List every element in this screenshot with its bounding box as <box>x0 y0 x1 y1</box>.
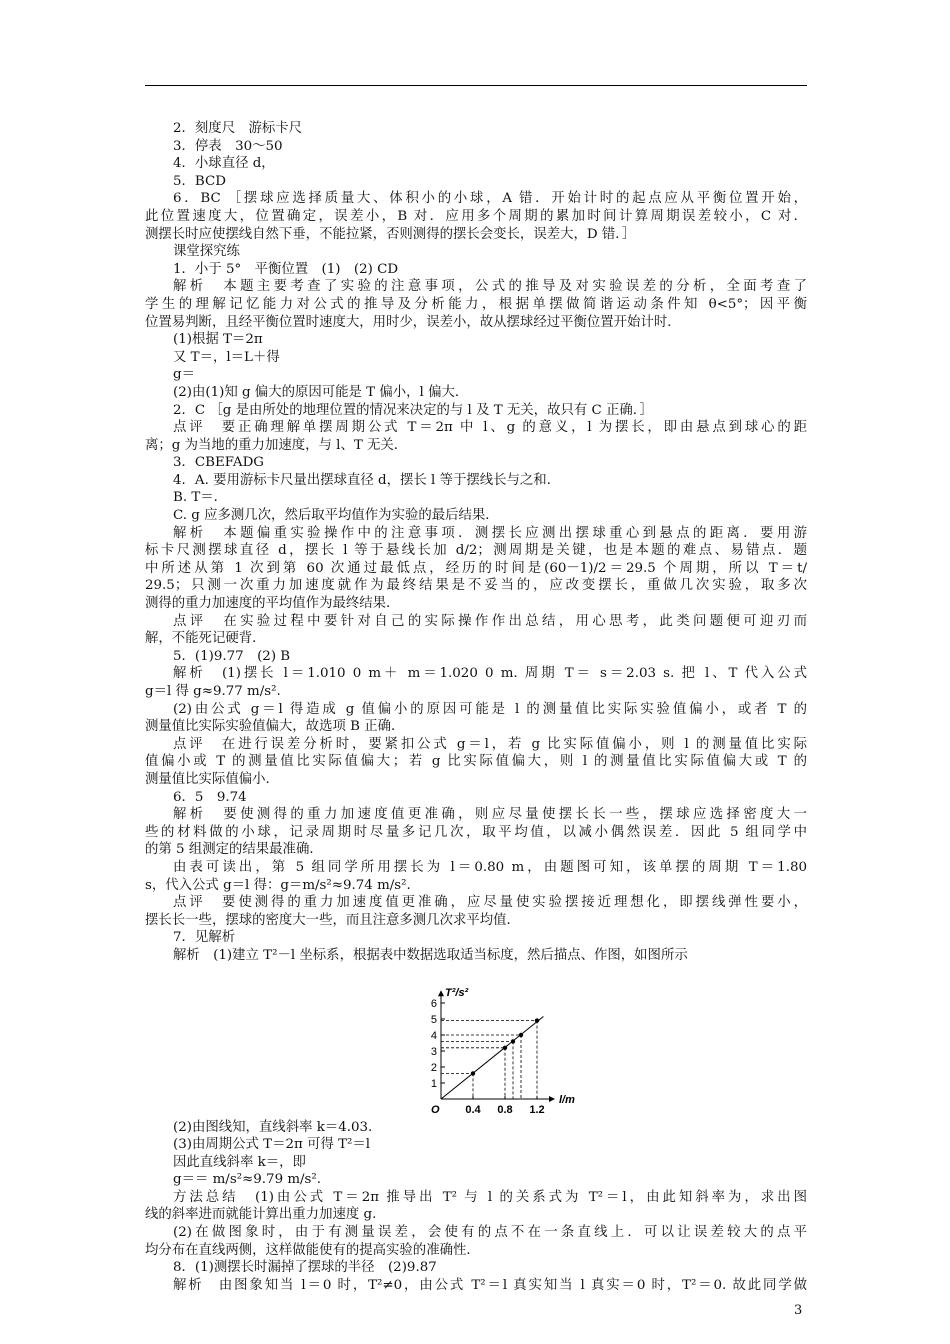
text-line: 解，不能死记硬背． <box>145 631 266 647</box>
text-line: (3)由周期公式 T＝2π 可得 T²＝l <box>173 1137 371 1153</box>
text-line: 标卡尺测摆球直径 d，摆长 l 等于悬线长加 d/2；测周期是关键，也是本题的难点、易错点．题 <box>145 543 807 559</box>
text-line: C. g 应多测几次，然后取平均值作为实验的最后结果． <box>173 508 499 524</box>
y-tick-label: 2 <box>430 1061 437 1074</box>
text-line: 解析 本题偏重实验操作中的注意事项．测摆长应测出摆球重心到悬点的距离．要用游 <box>173 525 807 541</box>
text-line: 测量值比实际实验值偏大，故选项 B 正确． <box>145 719 405 735</box>
text-line: (1)根据 T＝2π <box>173 332 263 348</box>
text-line: 测量值比实际值偏小． <box>145 771 279 787</box>
data-point <box>535 1018 539 1022</box>
text-line: 6．BC ［摆球应选择质量大、体积小的小球，A 错．开始计时的起点应从平衡位置开始， <box>173 191 807 207</box>
text-line: 中所述从第 1 次到第 60 次通过最低点，经历的时间是(60－1)/2＝29.5 个周期，所以 T＝t/ <box>145 560 807 576</box>
t2-l-graph <box>145 967 807 1119</box>
text-line: 解析 由图象知当 l＝0 时，T²≠0，由公式 T²＝l 真实知当 l 真实＝0 时，T²＝0. 故此同学做 <box>173 1277 807 1293</box>
text-line: 5．(1)9.77 (2) B <box>173 648 291 664</box>
text-line: 由表可读出，第 5 组同学所用摆长为 l＝0.80 m，由题图可知，该单摆的周期 T＝1.80 <box>173 859 807 875</box>
text-line: (2)由(1)知 g 偏大的原因可能是 T 偏小，l 偏大． <box>173 384 469 400</box>
page-number: 3 <box>794 1303 803 1318</box>
text-line: 测得的重力加速度的平均值作为最终结果． <box>145 596 400 612</box>
text-line: 点评 在进行误差分析时，要紧扣公式 g＝l，若 g 比实际值偏小，则 l 的测量值比实际 <box>173 736 807 752</box>
text-line: 6．5 9.74 <box>173 789 247 805</box>
text-line: 因此直线斜率 k＝，即 <box>173 1154 306 1170</box>
text-line: 3．CBEFADG <box>173 455 265 471</box>
text-line: g＝ <box>173 367 195 383</box>
text-line: (2)由公式 g＝l 得造成 g 值偏小的原因可能是 l 的测量值比实际实验值偏小，或者 T 的 <box>173 701 807 717</box>
text-line: 点评 要使测得的重力加速度值更准确，应尽量使实验摆接近理想化，即摆线弹性要小， <box>173 895 807 911</box>
text-line: 测摆长时应使摆线自然下垂，不能拉紧，否则测得的摆长会变长，误差大，D 错．］ <box>145 226 636 242</box>
text-block-before-figure <box>145 120 807 965</box>
y-axis-label: T²/s² <box>445 986 469 999</box>
text-line: 解析 (1)摆长 l＝1.010 0 m＋ m＝1.020 0 m. 周期 T＝ s＝2.03 s. 把 l、T 代入公式 <box>173 666 807 682</box>
y-tick-label: 5 <box>430 1013 437 1026</box>
text-line: 学生的理解记忆能力对公式的推导及分析能力，根据单摆做简谐运动条件知 θ<5°；因平衡 <box>145 296 807 312</box>
text-line: 些的材料做的小球，记录周期时尽量多记几次，取平均值，以减小偶然误差．因此 5 组同学中 <box>145 824 807 840</box>
text-line: 3．停表 30～50 <box>173 138 283 154</box>
text-line: 4．A. 要用游标卡尺量出摆球直径 d，摆长 l 等于摆线长与之和． <box>173 472 561 488</box>
text-line: 8．(1)测摆长时漏掉了摆球的半径 (2)9.87 <box>173 1260 437 1276</box>
text-line: g＝＝ m/s²≈9.79 m/s². <box>173 1172 322 1188</box>
text-line: (2)在做图象时，由于有测量误差，会使有的点不在一条直线上．可以让误差较大的点平 <box>173 1225 807 1241</box>
text-line: (2)由图线知，直线斜率 k＝4.03. <box>173 1119 373 1135</box>
t2-l-chart <box>419 967 575 1117</box>
text-block-after-figure <box>145 1119 807 1295</box>
text-line: 4．小球直径 d， <box>173 156 275 172</box>
text-line: 位置易判断，且经平衡位置时速度大，用时少，误差小，故从摆球经过平衡位置开始计时． <box>145 314 681 330</box>
y-tick-label: 6 <box>430 997 437 1010</box>
text-line: 均分布在直线两侧，这样做能使有的提高实验的准确性． <box>145 1242 480 1258</box>
text-line: 2．C ［g 是由所处的地理位置的情况来决定的与 l 及 T 无关，故只有 C 正确．］ <box>173 402 653 418</box>
y-axis-arrow <box>438 990 444 996</box>
origin-label: O <box>431 1103 440 1116</box>
text-line: 2．刻度尺 游标卡尺 <box>173 121 303 136</box>
x-tick-label: 0.4 <box>465 1103 481 1116</box>
y-tick-label: 1 <box>430 1077 437 1090</box>
x-tick-label: 1.2 <box>529 1103 545 1116</box>
text-line: 方法总结 (1)由公式 T＝2π 推导出 T² 与 l 的关系式为 T²＝l，由此知斜率为，求出图 <box>173 1189 807 1205</box>
text-line: 此位置速度大，位置确定，误差小，B 对．应用多个周期的累加时间计算周期误差较小，C 对． <box>145 208 807 224</box>
text-line: 1．小于 5° 平衡位置 (1) (2) CD <box>173 261 399 277</box>
text-line: 解析 要使测得的重力加速度值更准确，则应尽量使摆长长一些，摆球应选择密度大一 <box>173 807 807 823</box>
data-point <box>519 1032 523 1036</box>
text-line: 5．BCD <box>173 173 226 189</box>
answer-text <box>145 120 807 1294</box>
x-axis-arrow <box>549 1096 555 1102</box>
x-axis-label: l/m <box>559 1093 575 1106</box>
data-point <box>503 1045 507 1049</box>
text-line: 点评 要正确理解单摆周期公式 T＝2π 中 l、g 的意义，l 为摆长，即由悬点到球心的距 <box>173 420 807 436</box>
y-tick-label: 4 <box>430 1029 437 1042</box>
text-line: 值偏小或 T 的测量值比实际值偏大；若 g 比实际值偏大，则 l 的测量值比实际值偏大或 T 的 <box>145 754 807 770</box>
x-tick-label: 0.8 <box>497 1103 513 1116</box>
text-line: s，代入公式 g＝l 得：g＝m/s²≈9.74 m/s². <box>145 877 411 893</box>
data-point <box>471 1071 475 1075</box>
fit-line <box>441 1016 543 1099</box>
text-line: 解析 (1)建立 T²－l 坐标系，根据表中数据选取适当标度，然后描点、作图，如图所示 <box>173 947 688 963</box>
text-line: 离；g 为当地的重力加速度，与 l、T 无关． <box>145 437 408 453</box>
text-line: B. T＝． <box>173 490 228 506</box>
header-rule <box>145 85 807 86</box>
text-line: 线的斜率进而就能计算出重力加速度 g. <box>145 1207 377 1223</box>
text-line: 点评 在实验过程中要针对自己的实际操作作出总结，用心思考，此类问题便可迎刃而 <box>173 613 807 629</box>
text-line: 7．见解析 <box>173 930 236 946</box>
text-line: 29.5；只测一次重力加速度就作为最终结果是不妥当的，应改变摆长，重做几次实验，取多次 <box>145 578 807 594</box>
y-tick-label: 3 <box>430 1045 437 1058</box>
text-line: 摆长长一些，摆球的密度大一些，而且注意多测几次求平均值． <box>145 912 520 928</box>
text-line: 解析 本题主要考查了实验的注意事项，公式的推导及对实验误差的分析，全面考查了 <box>173 279 807 295</box>
data-point <box>511 1039 515 1043</box>
text-line: 又 T＝，l＝L＋得 <box>173 349 280 365</box>
text-line: 课堂探究练 <box>173 244 240 260</box>
text-line: 的第 5 组测定的结果最准确． <box>145 842 323 858</box>
text-line: g＝l 得 g≈9.77 m/s². <box>145 684 281 699</box>
